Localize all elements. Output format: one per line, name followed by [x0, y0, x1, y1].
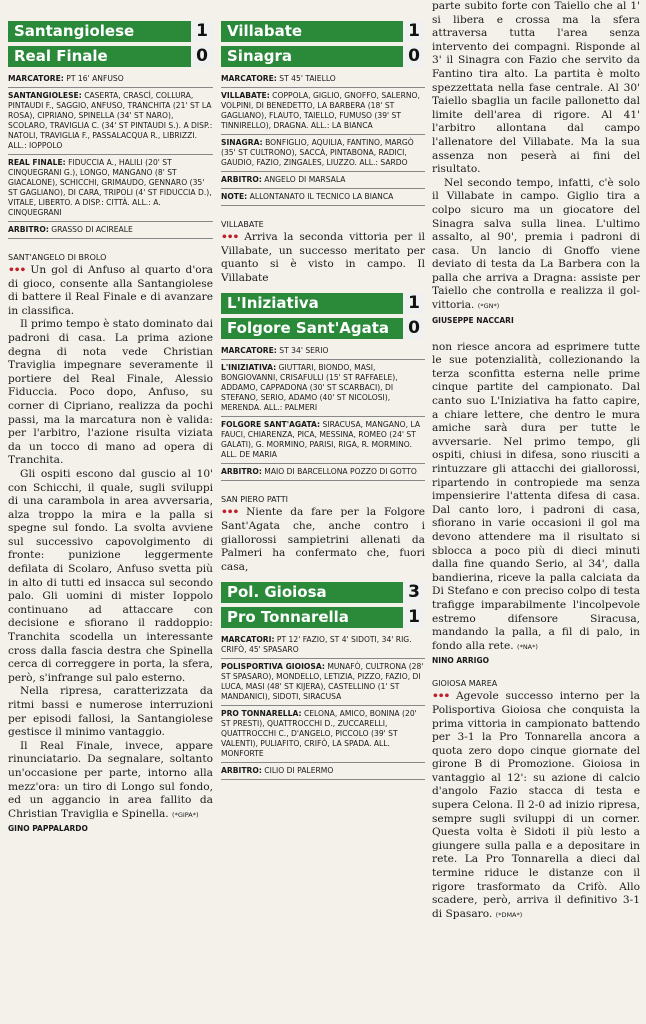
lineup-home	[8, 88, 213, 155]
team-name: Pro Tonnarella	[227, 608, 349, 627]
article-body	[221, 231, 425, 285]
score: 1	[403, 293, 425, 314]
value: MAIO DI BARCELLONA POZZO DI GOTTO	[264, 467, 417, 477]
scorebar-away	[8, 46, 213, 67]
label: ARBITRO:	[221, 467, 262, 477]
label: PRO TONNARELLA:	[221, 709, 302, 719]
paragraph	[432, 341, 640, 655]
article-body	[432, 0, 640, 314]
marcatori	[221, 343, 425, 360]
dateline: VILLABATE	[221, 220, 264, 229]
marcatori	[221, 71, 425, 88]
label: MARCATORE:	[221, 346, 277, 356]
label: VILLABATE:	[221, 91, 270, 100]
article-body	[432, 341, 640, 655]
label: MARCATORE:	[221, 74, 277, 83]
lineup-home	[221, 88, 425, 135]
scorebar-home	[221, 293, 425, 314]
bullet-dots: •••	[432, 690, 450, 703]
marcatori	[221, 632, 425, 659]
column-1	[8, 0, 213, 833]
team-name: Folgore Sant'Agata	[227, 319, 390, 338]
paragraph: parte subito forte con Taiello che al 1' si libera e crossa ma la sfera attraversa tutta l'area senza intervento dei compagni. Risponde al 3' il Sinagra con Fazio che servito da Fantino tira alto. La partita è molto spezzettata nella fase centrale. Al 30' Taiello sbaglia un facile pallonetto dal limite dell'area di rigore. Al 41' l'arbitro allontana dal campo l'allenatore del Villabate. Ma la sua assenza non peserà ai fini del risultato.	[432, 0, 640, 176]
author: NINO ARRIGO	[432, 656, 490, 666]
score: 1	[403, 607, 425, 628]
label: POLISPORTIVA GIOIOSA:	[221, 662, 325, 672]
team-name: Sinagra	[227, 47, 293, 65]
paragraph: Il primo tempo è stato dominato dai padroni di casa. La prima azione degna di nota vede Christian Traviglia impegnare severamente il portiere del Real Finale, Alessio Fiduccia. Poco dopo, Anfuso, su corner di Cipriano, realizza da pochi passi, ma la marcatura non è valida: per l'arbitro, l'azione risulta viziata da un tocco di mano ad opera di Tranchita.	[8, 318, 213, 467]
value: BONFIGLIO, AQUILIA, FANTINO, MARGÒ (35' ST CULTRONO), SACCÀ, PINTABONA, RADICI, GAUDIO, FAZIO, ZINGALES, LIUZZO. ALL.: SARDO	[221, 138, 414, 167]
lineup-away	[221, 135, 425, 172]
scorebar-home	[8, 21, 213, 42]
signature: (*NA*)	[517, 642, 538, 651]
text: Nel secondo tempo, infatti, c'è solo il Villabate in campo. Giglio tira a colpo sicuro ma un giocatore del Sinagra salva sulla linea. L'ultimo assalto, al 90', premia i padroni di casa. Un lancio di Gnoffo viene deviato di testa da La Barbera con la palla che arriva a Dragna: assiste per Taiello che controlla e realizza il gol-vittoria.	[432, 176, 640, 312]
score: 1	[403, 21, 425, 42]
label: MARCATORE:	[8, 74, 64, 83]
score: 1	[191, 21, 213, 42]
value: GIUTTARI, BIONDO, MASI, BONGIOVANNI, CRISAFULLI (15' ST RAFFAELE), ADDAMO, CAPPADONA (30' ST SCARBACI), DI STEFANO, SERIO, ADAMO (40' ST NICOLOSI), MERENDA. ALL.: PALMERI	[221, 363, 398, 413]
paragraph: Nella ripresa, caratterizzata da ritmi bassi e numerose interruzioni per episodi fallosi, la Santangiolese gestisce il minimo vantaggio.	[8, 685, 213, 739]
value: MUNAFÒ, CULTRONA (28' ST SPASARO), MONDELLO, LETIZIA, PIZZO, FAZIO, DI LUCA, MASI (48' ST KIJERA), CASTELLINO (1' ST MANDANICI), SIDOTI, SIRACUSA	[221, 662, 424, 702]
label: MARCATORI:	[221, 635, 275, 645]
author: GINO PAPPALARDO	[8, 824, 88, 834]
arbitro	[221, 172, 425, 189]
scorebar-home	[221, 21, 425, 42]
value: COPPOLA, GIGLIO, GNOFFO, SALERNO, VOLPINI, DI BENEDETTO, LA BARBERA (18' ST GAGLIANO), FLAUTO, TAIELLO, FUMUSO (39' ST TINNIRELLO), DRAGNA. ALL.: LA BIANCA	[221, 91, 420, 130]
paragraph	[432, 690, 640, 922]
score: 0	[403, 318, 425, 339]
bullet-dots: •••	[221, 506, 239, 519]
signature: (*GN*)	[477, 302, 500, 311]
lineup-home	[221, 360, 425, 417]
dateline: GIOIOSA MAREA	[432, 679, 498, 689]
dateline: SAN PIERO PATTI	[221, 495, 289, 505]
signature: (*DMA*)	[495, 910, 523, 919]
team-name: Pol. Gioiosa	[227, 583, 327, 602]
article-body	[8, 264, 213, 822]
article-body	[432, 690, 640, 922]
column-3	[432, 0, 640, 922]
value: ALLONTANATO IL TECNICO LA BIANCA	[249, 192, 394, 201]
value: ST 45' TAIELLO	[279, 74, 336, 83]
article-body	[221, 506, 425, 574]
score: 0	[403, 46, 425, 67]
label: SANTANGIOLESE:	[8, 91, 82, 100]
bullet-dots: •••	[221, 231, 239, 243]
text: Niente da fare per la Folgore Sant'Agata che, anche contro i giallorossi sampietrini allenati da Palmeri ha confermato che, fuori casa,	[221, 506, 425, 573]
label: ARBITRO:	[221, 175, 262, 184]
value: PT 16' ANFUSO	[66, 74, 124, 83]
scorebar-away	[221, 607, 425, 628]
value: PT 12' FAZIO, ST 4' SIDOTI, 34' RIG. CRIFÒ, 45' SPASARO	[221, 635, 412, 655]
column-2	[221, 0, 425, 780]
author: GIUSEPPE NACCARI	[432, 315, 514, 325]
score: 0	[191, 46, 213, 67]
team-name: L'Iniziativa	[227, 294, 319, 313]
note	[221, 189, 425, 206]
label: L'INIZIATIVA:	[221, 363, 277, 373]
text: non riesce ancora ad esprimere tutte le sue potenzialità, collezionando la terza sconfitta esterna nelle prime cinque partite del campionato. Dal canto suo L'Iniziativa ha fatto capire, a chiare lettere, che dentro le mura amiche sarà dura per tutte le avversarie. Nel primo tempo, gli ospiti, chiusi in difesa, sono riusciti a rintuzzare gli attacchi dei giallorossi, ripartendo in contropiede ma senza impensierire l'attenta difesa di casa. Dal canto loro, i padroni di casa, sfiorano in varie occasioni il gol ma devono attendere ma il risultato si sblocca a poco più di dieci minuti dalla fine quando Serio, al 34', dalla bandierina, riceve la palla calciata da Di Stefano e con preciso colpo di testa trafigge imparabilmente l'incolpevole estremo difensore Siracusa, mandando la palla, a fil di palo, in fondo alla rete.	[432, 340, 640, 652]
value: CASERTA, CRASCÌ, COLLURA, PINTAUDI F., SAGGIO, ANFUSO, TRANCHITA (21' ST LA ROSA), CIPRIANO, SPINELLA (34' ST NARO), SCOLARO, TRAVIGLIA C. (34' ST PINTAUDI S.). A DISP.: NATOLI, TRAVIGLIA F., PASSALACQUA R., LIBRIZZI. ALL.: IOPPOLO	[8, 91, 213, 150]
lineup-away	[8, 155, 213, 222]
paragraph	[8, 740, 213, 823]
team-name: Santangiolese	[14, 22, 135, 40]
value: CELONA, AMICO, BONINA (20' ST PRESTI), QUATTROCCHI D., ZUCCARELLI, QUATTROCCHI C., D'ANGELO, PICCOLO (39' ST VALENTI), PULIAFITO, CRIFÒ, LA SPADA. ALL. MONFORTE	[221, 709, 417, 759]
arbitro	[221, 464, 425, 481]
lineup-away	[221, 417, 425, 464]
lineup-home	[221, 659, 425, 706]
value: GRASSO DI ACIREALE	[51, 225, 133, 234]
value: SIRACUSA, MANGANO, LA FAUCI, CHIARENZA, PICA, MESSINA, ROMEO (24' ST GALATI), G. MORMINO, PARISI, RIGA, R. MORMINO. ALL. DE MARIA	[221, 420, 421, 460]
paragraph	[221, 506, 425, 574]
dateline: SANT'ANGELO DI BROLO	[8, 253, 107, 262]
arbitro	[221, 763, 425, 780]
arbitro	[8, 222, 213, 239]
marcatori	[8, 71, 213, 88]
text: Arriva la seconda vittoria per il Villabate, un successo meritato per quanto si è visto in campo. Il Villabate	[221, 231, 425, 284]
team-name: Villabate	[227, 22, 303, 40]
value: CILIO DI PALERMO	[264, 766, 334, 776]
bullet-dots: •••	[8, 264, 26, 276]
value: ANGELO DI MARSALA	[264, 175, 346, 184]
text: Il Real Finale, invece, appare rinunciatario. Da segnalare, soltanto un'occasione per parte, intorno alla mezz'ora: un tiro di Longo sul fondo, ed un aggancio in area fallito da Christian Traviglia e Spinella.	[8, 739, 213, 820]
label: SINAGRA:	[221, 138, 263, 147]
paragraph	[432, 177, 640, 314]
label: FOLGORE SANT'AGATA:	[221, 420, 321, 430]
lineup-away	[221, 706, 425, 763]
label: ARBITRO:	[8, 225, 49, 234]
label: ARBITRO:	[221, 766, 262, 776]
text: Un gol di Anfuso al quarto d'ora di gioco, consente alla Santangiolese di battere il Real Finale e di avanzare in classifica.	[8, 264, 213, 317]
text: Agevole successo interno per la Polisportiva Gioiosa che conquista la prima vittoria in campionato battendo per 3-1 la Pro Tonnarella ancora a quota zero dopo cinque giornate del girone B di Promozione. Gioiosa in vantaggio al 12': su azione di calcio d'angolo Fazio stacca di testa e supera Celona. Il 2-0 ad inizio ripresa, sempre sugli sviluppi di un corner. Questa volta è Sidoti il più lesto a giungere sulla palla e a depositare in rete. La Pro Tonnarella a dieci dal termine riduce le distanze con il rigore trasformato da Crifò. Allo scadere, però, arriva il definitivo 3-1 di Spasaro.	[432, 690, 640, 920]
value: ST 34' SERIO	[279, 346, 329, 356]
scorebar-home	[221, 582, 425, 603]
value: FIDUCCIA A., HALILI (20' ST CINQUEGRANI G.), LONGO, MANGANO (8' ST GIACALONE), SCHICCHI, GRIMAUDO, GENNARO (35' ST GAGLIANO), DI CARA, TRIPOLI (4' ST FIDUCCIA D.), VITALE, LIBERTO. A DISP.: CITTÀ. ALL.: A. CINQUEGRANI	[8, 158, 212, 217]
signature: (*GIPA*)	[172, 810, 199, 819]
label: REAL FINALE:	[8, 158, 66, 167]
paragraph: Gli ospiti escono dal guscio al 10' con Schicchi, il quale, sugli sviluppi di una carambola in area avversaria, alza troppo la mira e la palla si spegne sul fondo. La svolta avviene sul successivo capovolgimento di fronte: punizione leggermente defilata di Scolaro, Anfuso svetta più in alto di tutti ed insacca sul secondo palo. Gli uomini di mister Ioppolo continuano ad attaccare con decisione e sfiorano il raddoppio: Tranchita scodella un interessante cross dalla fascia destra che Spinella cerca di correggere in porta, la sfera, però, s'infrange sul palo esterno.	[8, 467, 213, 684]
paragraph	[221, 231, 425, 285]
scorebar-away	[221, 46, 425, 67]
team-name: Real Finale	[14, 47, 108, 65]
label: NOTE:	[221, 192, 248, 201]
paragraph	[8, 264, 213, 318]
scorebar-away	[221, 318, 425, 339]
score: 3	[403, 582, 425, 603]
